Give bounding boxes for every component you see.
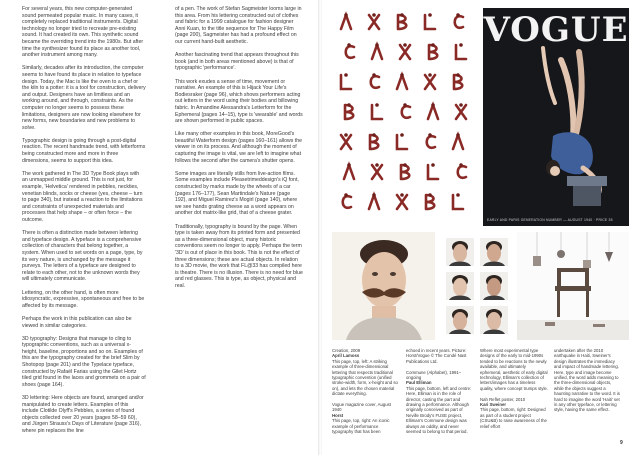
body-paragraph: Typographic design is going through a post-digital reaction. The recent handmade trend, with letterforms being constructed more and more in three dimensions, seems to support this idea.: [22, 137, 146, 164]
body-column-2: [175, 6, 303, 296]
handmade-letter-shape: [369, 13, 379, 29]
caption-text: undertaken after the 2010 earthquake in Haiti, Sweiner's design illustrates the immediacy and impact of handmade lettering. Here, type and image become unified, the word adds meaning to the three-dimensional objects, while the objects suggest a haunting narrative to the word. It is hard to imagine the word 'Haiti' set in any other typeface, or lettering style, having the same effect.: [554, 348, 620, 413]
photo-moustache-portrait: [332, 232, 435, 340]
handmade-letter-shape: [453, 193, 463, 209]
body-paragraph: There is often a distinction made between lettering and typeface design. A typeface is a comprehensive collection of characters that belong together, a system. When used to set words on a page, type, by its very nature, is unchanged by the message it purveys. The letters of a typeface are designed to relate to each other, not to the unknown words they will ultimately communicate.: [22, 230, 143, 283]
photo-handmade-letterforms: [332, 8, 475, 226]
handmade-letter-shape: [343, 193, 351, 208]
body-paragraph: Similarly, decades after its introduction, the computer seems to have found its place in relation to typeface design. Today, the Mac is like the oven to a chef or the kiln to a potter: it is a tool for construction, delivery and output. Designers have an limitless and an working around, and through, constraints. As the computer no longer seems to possess these limitations, designers are now looking elsewhere for new forms, new boundaries and new problems to solve.: [22, 65, 146, 131]
face-thumbnail: [446, 272, 474, 300]
handmade-letter-shape: [458, 163, 466, 178]
body-paragraph: 3D lettering: Here objects are found, arranged and/or manipulated to create letters. Examples of this include Clotilde Olyff's Pebbles, a series of found objects collected over 20 years (pages 58–59 60), and Jürgen Strauss's Days of Literature (page 316), where pin replaces the line: [22, 395, 144, 434]
caption-text: This page, bottom, left and centre: Here, Elliman is in the role of director, casting the part and drawing a performance. Although originally conceived as part of Neville Brody's FUSE project, Elliman's Commune design was always an oddity, and never seemed to belong to that period.: [406, 385, 472, 435]
caption-column-1: [332, 348, 400, 440]
caption-text: This page, top, right: An iconic example of performance typography that has been: [332, 418, 390, 435]
body-paragraph: Perhaps the work in this publication can also be viewed in similar categories.: [22, 315, 132, 329]
caption-column-3: [480, 348, 548, 434]
caption-text: Nah Reflet poster, 2010: [480, 396, 526, 402]
face-thumbnail: [480, 306, 508, 334]
handmade-letter-shape: [341, 73, 351, 89]
photo-vogue-cover: [483, 8, 629, 226]
handmade-letter-shape: [402, 103, 410, 118]
handmade-letter-shape: [341, 13, 351, 29]
body-column-1: [22, 6, 146, 441]
handmade-letter-shape: [397, 193, 407, 209]
handmade-letter-shape: [428, 163, 438, 179]
body-paragraph: This work exudes a sense of time, movement or narrative. An example of this is Hijack Your Life's Bodiesraker (page 96), which shows performers acting out letters in the word using their bodies and billowing fabric. In Amandine Alessandra's Letterform for the Ephemeral (pages 14–15), type is 'wearable' and words are shown performed in public spaces.: [175, 78, 303, 125]
vogue-masthead: VOGUE: [483, 10, 629, 50]
caption-credit: April Lamoss: [332, 353, 360, 359]
handmade-letter-shape: [370, 133, 378, 149]
body-paragraph: The work gathered in The 3D Type Book plays with an unmapped middle ground. This is not just, for example, 'Helvetica' rendered in pebbles, neckties, venetian blinds, socks or cheese (yes, cheese – turn to page 340), but instead a reaction to the limitations and constraints of unexpected materials and processes that help shape – or often force – the outcome.: [22, 170, 143, 223]
handmade-letter-shape: [346, 43, 354, 58]
handmade-letter-shape: [397, 73, 407, 89]
handmade-letter-shape: [428, 103, 438, 119]
handmade-letter-shape: [345, 103, 353, 119]
handmade-letter-shape: [456, 43, 466, 59]
caption-credit: Kari Sweiner: [480, 402, 507, 408]
face-thumbnail: [446, 306, 474, 334]
handmade-letter-shape: [371, 73, 379, 88]
caption-text: Vogue magazine cover, August 1940: [332, 402, 392, 413]
handmade-letter-shape: [344, 163, 354, 179]
handmade-letter-shape: [455, 13, 463, 28]
moustache-portrait-illustration: [332, 232, 435, 340]
page-number: 9: [620, 440, 623, 446]
handmade-letter-shape: [454, 73, 462, 89]
body-paragraph: For several years, this new computer-generated sound permeated popular music. In many cases, it completely replaced traditional instruments. Digital technology no longer tried to recreate pre-existing sound. It had created its own. This synthetic sound became the overriding trend into the 1980s. But after time the synthesizer found its place as another tool, another instrument among many.: [22, 6, 144, 59]
photo-faces-grid: [442, 232, 513, 340]
face-thumbnail: [480, 272, 508, 300]
handmade-letter-shape: [453, 133, 463, 149]
caption-text: This page, bottom, right: Designed as part of a student project (CSU&B) to raise awareness of the relief effort: [480, 407, 547, 429]
handmade-letter-shape: [427, 133, 435, 148]
caption-text: This page, top, left: A striking example of three-dimensional lettering that respects traditional typographic convention (unified stroke-width, form, x-height and so on), and lets the chosen material dictate everything.: [332, 358, 398, 397]
body-paragraph: Lettering, on the other hand, is often more idiosyncratic, expressive, spontaneous and free to be affected by its message.: [22, 289, 145, 309]
body-paragraph: Some images are literally stills from live-action films. Some examples include Pleasetrimeddesign's iQ font, constructed by marks made by the wheels of a car (pages 176–177), Sean Martindale's Nature (page 192), and Miguel Ramirez's Mogirl (page 140), where we see hands grating cheese as a word appears on another dot matrix-like grid, that of a cheese grater.: [175, 170, 299, 217]
handmade-letter-shape: [372, 103, 382, 119]
caption-column-4: [554, 348, 622, 418]
caption-credit: Paul Elliman: [406, 380, 432, 386]
caption-credit: Horst: [332, 412, 344, 418]
handmade-letter-shape: [372, 43, 382, 59]
faces-grid-illustration: [442, 232, 513, 340]
caption-text: Where most experimental type designs of the early to mid-1990s tended to be reactions to the newly available, and ultimately ephemeral, aesthetic of early digital technology, Elliman's collection of letters/images has a timeless quality, where concept trumps style.: [480, 348, 548, 391]
body-paragraph: Another fascinating trend that appears throughout this book (and in both areas mentioned above) is that of typographic 'performance'.: [175, 52, 299, 72]
body-paragraph: Traditionally, typography is bound by the page. When type is taken away from its printed form and presented as a three-dimensional object, many historic conventions seem no longer to apply. Perhaps the term '3D' is out of place in this book. This is not the effect of three dimensions; these are actual objects. In relation to a 3D movie, the work that FL@33 has compiled here is theatre. There is no illusion. There is no need for blue and red glasses. This is type, as object, physical and real.: [175, 223, 303, 289]
handmade-letter-shape: [456, 103, 466, 119]
handmade-letter-shape: [425, 73, 435, 89]
vogue-cover-footer: EARLY AND PARIS GENERATION NUMBER — AUGUST 1940 · PRICE 35: [487, 218, 613, 222]
handmade-letter-shape: [341, 133, 351, 149]
handmade-letter-shape: [369, 193, 379, 209]
book-gutter: [318, 0, 322, 455]
body-paragraph: of a pen. The work of Stefan Sagmeister looms large in this area. From his lettering constructed out of clothes and fabric for a 1999 catalogue for fashion designer Anni Kuan, to the title sequence for The Happy Film (page 200), Sagmeister has had a profound effect on our current hand-built aesthetic.: [175, 6, 302, 45]
caption-text: Creation, 2009: [332, 348, 361, 353]
photo-chair-lettering: [517, 232, 629, 340]
handmade-letter-shape: [398, 13, 406, 29]
handmade-letter-shape: [426, 193, 434, 209]
letterforms-illustration: [332, 8, 475, 226]
vogue-figure-illustration: [483, 8, 629, 226]
handmade-letter-shape: [429, 43, 437, 59]
body-paragraph: 3D typography: Designs that manage to cling to typographic conventions, such as a universal x-height, baseline, proportions and so on. Examples of this are the typography created for the brief Slim by Shotopop (page 201) and the Typelace typeface, constructed by Rafaël Farias using the Gilet Hortz tiled grid found in the laces and grommets on a pair of shoes (page 164).: [22, 335, 146, 388]
handmade-letter-shape: [372, 163, 382, 179]
caption-column-2: [406, 348, 474, 440]
caption-text: Commune (Alphabet), 1991–ongoing: [406, 369, 462, 381]
handmade-letter-shape: [397, 133, 407, 149]
chair-lettering-illustration: [517, 232, 629, 340]
face-thumbnail: [446, 238, 474, 266]
caption-text: echoed in recent years. Picture: Horst/Vogue © The Condé Nast Publications Ltd.: [406, 348, 467, 364]
handmade-letter-shape: [401, 163, 409, 179]
handmade-letter-shape: [425, 13, 435, 29]
body-paragraph: Like many other examples in this book, MoreGood's beautiful Waterform design (pages 160–161) allows the viewer in on its process. And although the moment of capturing the image is vital, we are left to imagine what follows the second after the camera's shutter opens.: [175, 131, 302, 164]
handmade-letter-shape: [400, 43, 410, 59]
face-thumbnail: [480, 238, 508, 266]
